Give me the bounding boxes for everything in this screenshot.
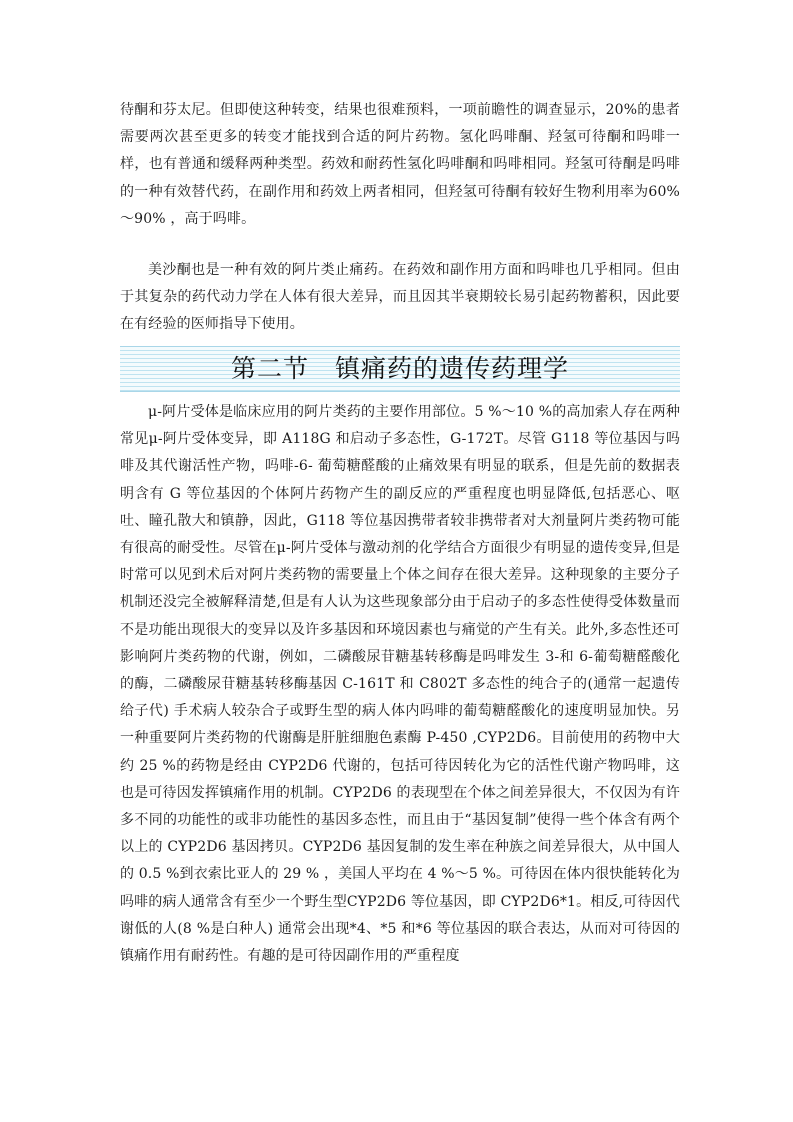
- section-title: 第二节 镇痛药的遗传药理学: [230, 354, 569, 383]
- paragraph-opioid-rotation: 待酮和芬太尼。但即使这种转变，结果也很难预料，一项前瞻性的调查显示，20%的患者需要两次甚至更多的转变才能找到合适的阿片药物。氢化吗啡酮、羟氢可待酮和吗啡一样，也有普通和缓释两种类型。药效和耐药性氢化吗啡酮和吗啡相同。羟氢可待酮是吗啡的一种有效替代药，在副作用和药效上两者相同，但羟氢可待酮有较好生物利用率为60%～90% ，高于吗啡。: [120, 102, 680, 227]
- paragraph-methadone: 美沙酮也是一种有效的阿片类止痛药。在药效和副作用方面和吗啡也几乎相同。但由于其复杂的药代动力学在人体有很大差异，而且因其半衰期较长易引起药物蓄积，因此要在有经验的医师指导下使用。: [120, 262, 680, 333]
- paragraph-pharmacogenetics: μ-阿片受体是临床应用的阿片类药的主要作用部位。5 %～10 %的高加索人存在两种常见μ-阿片受体变异，即 A118G 和启动子多态性，G-172T。尽管 G118 等位基因与吗啡及其代谢活性产物，吗啡-6- 葡萄糖醛酸的止痛效果有明显的联系，但是先前的数据表明含有 G 等位基因的个体阿片药物产生的副反应的严重程度也明显降低,包括恶心、呕吐、瞳孔散大和镇静，因此，G118 等位基因携带者较非携带者对大剂量阿片类药物可能有很高的耐受性。尽管在μ-阿片受体与激动剂的化学结合方面很少有明显的遗传变异,但是时常可以见到术后对阿片类药物的需要量上个体之间存在很大差异。这种现象的主要分子机制还没完全被解释清楚,但是有人认为这些现象部分由于启动子的多态性使得受体数量而不是功能出现很大的变异以及许多基因和环境因素也与痛觉的产生有关。此外,多态性还可影响阿片类药物的代谢，例如，二磷酸尿苷糖基转移酶是吗啡发生 3-和 6-葡萄糖醛酸化的酶，二磷酸尿苷糖基转移酶基因 C-161T 和 C802T 多态性的纯合子的(通常一起遗传给子代) 手术病人较杂合子或野生型的病人体内吗啡的葡萄糖醛酸化的速度明显加快。另一种重要阿片类药物的代谢酶是肝脏细胞色素酶 P-450 ,CYP2D6。目前使用的药物中大约 25 %的药物是经由 CYP2D6 代谢的，包括可待因转化为它的活性代谢产物吗啡，这也是可待因发挥镇痛作用的机制。CYP2D6 的表现型在个体之间差异很大，不仅因为有许多不同的功能性的或非功能性的基因多态性，而且由于“基因复制”使得一些个体含有两个以上的 CYP2D6 基因拷贝。CYP2D6 基因复制的发生率在种族之间差异很大，从中国人的 0.5 %到衣索比亚人的 29 % ，美国人平均在 4 %～5 %。可待因在体内很快能转化为吗啡的病人通常含有至少一个野生型CYP2D6 等位基因，即 CYP2D6*1。相反,可待因代谢低的人(8 %是白种人) 通常会出现*4、*5 和*6 等位基因的联合表达，从而对可待因的镇痛作用有耐药性。有趣的是可待因副作用的严重程度: [120, 404, 680, 965]
